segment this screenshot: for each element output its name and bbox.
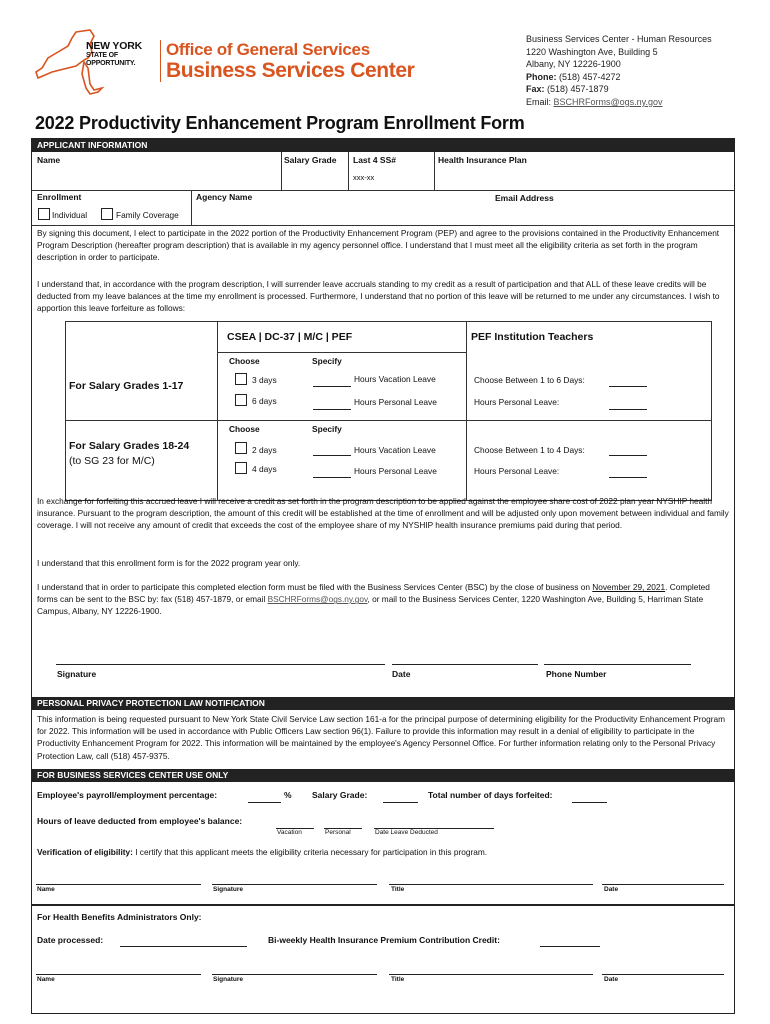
pef-days-field-1[interactable] [609,386,647,387]
address-line3: Albany, NY 12226-1900 [526,59,621,70]
pef-choose-days-label-1: Choose Between 1 to 6 Days: [474,375,585,385]
divider [434,152,435,190]
hours-deducted-label: Hours of leave deducted from employee's balance: [37,816,243,826]
bsc-date-caption: Date [604,886,619,893]
bsc-salary-grade-field[interactable] [383,802,418,803]
verification-label: Verification of eligibility: [37,847,133,857]
vacation-hours-label-1: Hours Vacation Leave [354,374,436,384]
divider [217,352,466,353]
premium-credit-field[interactable] [540,946,600,947]
four-days-checkbox[interactable] [235,462,247,474]
divider [217,322,218,500]
ny-logo-text [86,41,142,68]
union-column-header: CSEA | DC-37 | M/C | PEF [227,331,353,343]
bsc-name-caption: Name [37,886,55,893]
three-days-label: 3 days [252,375,277,385]
divider [281,152,282,190]
specify-header-2: Specify [312,424,342,434]
forfeiture-paragraph: I understand that, in accordance with the program description, I will surrender leave accruals standing to my credit as a result of participation and that ALL of these leave credits will be deducted from my leave balances at the time my enrollment is processed. Furthermore, I understand that no portion of this leave will be returned to me under any circumstances. I wish to apportion this leave forfeiture as follows: [37,279,720,314]
date-leave-deducted-caption: Date Leave Deducted [375,829,438,836]
personal-caption: Personal [325,829,351,836]
contact-address [526,33,712,109]
name-label: Name [37,155,61,165]
hba-date-caption: Date [604,976,619,983]
ny-logo-line2: STATE OF [86,51,118,59]
hba-signature-field[interactable] [212,974,377,975]
applicant-section-header: APPLICANT INFORMATION [32,139,734,152]
salary-grades-18-24-label: For Salary Grades 18-24 [69,440,190,452]
bsc-title-field[interactable] [389,884,593,885]
ssn-placeholder: xxx-xx [353,173,375,182]
days-forfeited-field[interactable] [572,802,607,803]
personal-hours-label-2: Hours Personal Leave [354,466,437,476]
ny-logo-line1: NEW YORK [86,40,142,52]
program-year-paragraph: I understand that this enrollment form is for the 2022 program year only. [37,558,301,568]
filing-text-b: . Completed forms can be sent to the BSC by: fax (518) 457-1879, or email [37,582,710,605]
email-address-label: Email Address [495,193,554,203]
bsc-name-field[interactable] [36,884,201,885]
bsc-title: Business Services Center [166,59,415,82]
salary-grades-18-24-sub: (to SG 23 for M/C) [69,455,155,467]
divider [32,190,734,191]
vacation-hours-label-2: Hours Vacation Leave [354,445,436,455]
hba-signature-caption: Signature [213,976,243,983]
date-processed-field[interactable] [120,946,247,947]
email-label: Email: [526,96,552,107]
hba-title-caption: Title [391,976,405,983]
payroll-percentage-field[interactable] [248,802,281,803]
form-title: 2022 Productivity Enhancement Program Enrollment Form [35,113,525,133]
personal-hours-label-1: Hours Personal Leave [354,397,437,407]
date-label: Date [392,669,411,679]
privacy-section-header: PERSONAL PRIVACY PROTECTION LAW NOTIFICATION [32,697,734,710]
hba-name-field[interactable] [36,974,201,975]
filing-deadline: November 29, 2021 [592,582,666,592]
individual-checkbox[interactable] [38,208,50,220]
address-line1: Business Services Center - Human Resources [526,34,712,44]
six-days-label: 6 days [252,396,277,406]
bsc-signature-field[interactable] [212,884,377,885]
fax-label: Fax: [526,84,545,95]
days-forfeited-label: Total number of days forfeited: [428,790,553,800]
bsc-salary-grade-label: Salary Grade: [312,790,368,800]
divider [32,225,734,226]
bsc-signature-caption: Signature [213,886,243,893]
pef-personal-field-2[interactable] [609,477,647,478]
divider [32,904,734,906]
salary-grades-1-17-label: For Salary Grades 1-17 [69,380,184,392]
filing-email-link[interactable]: BSCHRForms@ogs.ny.gov [267,594,368,605]
phone-number-label: Phone Number [546,669,607,679]
individual-label: Individual [52,210,88,220]
pef-personal-hours-label-1: Hours Personal Leave: [474,397,560,407]
signature-field[interactable] [56,664,385,665]
pef-choose-days-label-2: Choose Between 1 to 4 Days: [474,445,585,455]
filing-text-a: I understand that in order to participate this completed election form must be filed with the Business Services Center (BSC) by the close of business on [37,582,590,592]
bsc-title-caption: Title [391,886,405,893]
personal-hours-field-1[interactable] [313,409,351,410]
ny-logo-line3: OPPORTUNITY. [86,59,136,67]
hba-date-field[interactable] [602,974,724,975]
divider [466,322,467,500]
address-line2: 1220 Washington Ave, Building 5 [526,46,658,57]
divider [66,420,711,421]
pef-teachers-column-header: PEF Institution Teachers [471,331,594,343]
pef-personal-field-1[interactable] [609,409,647,410]
hba-title-field[interactable] [389,974,593,975]
payroll-percentage-label: Employee's payroll/employment percentage: [37,790,218,800]
three-days-checkbox[interactable] [235,373,247,385]
privacy-paragraph: This information is being requested pursuant to New York State Civil Service Law section 161-a for the principal purpose of determining eligibility for the Productivity Enhancement Program for 2022. This information will be used in accordance with Public Officers Law section 96(1). Failure to provide this information may result in a denial of eligibility to participate in the Productivity Enhancement Program for 2022. This information will be maintained by the employee's Agency Personnel Office. For further information relating only to the Personal Privacy Protection Law, call (518) 457-9375. [37,714,726,761]
leave-apportion-table [65,321,712,501]
vacation-caption: Vacation [277,829,302,836]
family-coverage-label: Family Coverage [116,210,179,220]
enrollment-label: Enrollment [37,192,82,202]
letterhead [0,0,770,112]
phone-number: (518) 457-4272 [559,71,621,82]
enrollment-form [31,138,735,1014]
choose-header-1: Choose [229,356,260,366]
logo-divider [160,40,161,82]
hba-heading: For Health Benefits Administrators Only: [37,912,202,922]
office-title: Office of General Services [166,40,370,59]
vacation-hours-field-2[interactable] [313,455,351,456]
divider [348,152,349,190]
ssn-label: Last 4 SS# [353,155,396,165]
two-days-label: 2 days [252,445,277,455]
percent-sign: % [284,790,292,800]
verification-statement [37,846,730,858]
phone-label: Phone: [526,71,557,82]
salary-grade-label: Salary Grade [284,155,337,165]
date-field[interactable] [392,664,538,665]
phone-field[interactable] [544,664,691,665]
filing-paragraph [37,581,730,618]
divider [191,190,192,225]
premium-credit-label: Bi-weekly Health Insurance Premium Contribution Credit: [268,935,500,945]
agency-name-label: Agency Name [196,192,253,202]
fax-number: (518) 457-1879 [547,84,609,95]
choose-header-2: Choose [229,424,260,434]
contact-email-link[interactable]: BSCHRForms@ogs.ny.gov [553,96,663,107]
pef-personal-hours-label-2: Hours Personal Leave: [474,466,560,476]
personal-hours-field-2[interactable] [313,477,351,478]
bsc-use-section-header: FOR BUSINESS SERVICES CENTER USE ONLY [32,769,734,782]
signature-label: Signature [57,669,97,679]
pef-days-field-2[interactable] [609,455,647,456]
date-processed-label: Date processed: [37,935,104,945]
bsc-date-field[interactable] [602,884,724,885]
specify-header-1: Specify [312,356,342,366]
four-days-label: 4 days [252,464,277,474]
credit-paragraph: In exchange for forfeiting this accrued leave I will receive a credit as set forth in the program description to be applied against the employee share cost of 2022 plan year NYSHIP health insurance. Pursuant to the program description, the amount of this credit will be established at the time of enrollment and will be adjusted only upon movement between individual and family coverage. I will not receive any amount of credit that exceeds the cost of the employee share of my NYSHIP health insurance premiums paid during that period. [37,496,729,531]
six-days-checkbox[interactable] [235,394,247,406]
family-coverage-checkbox[interactable] [101,208,113,220]
health-plan-label: Health Insurance Plan [438,155,527,165]
vacation-hours-field-1[interactable] [313,386,351,387]
election-paragraph: By signing this document, I elect to participate in the 2022 portion of the Productivity Enhancement Program (PEP) and agree to the provisions contained in the Productivity Enhancement Program Description (hereafter program description) that is available in my agency personnel office. I understand that I must meet all the eligibility criteria as set forth in the program description in order to participate. [37,228,720,263]
filing-text-c: , or mail to the Business Services Center, 1220 Washington Ave, Building 5, Harriman State Campus, Albany, NY 12226-1900. [37,594,704,617]
hba-name-caption: Name [37,976,55,983]
two-days-checkbox[interactable] [235,442,247,454]
verification-text: I certify that this applicant meets the eligibility criteria necessary for participation in this program. [132,847,488,857]
